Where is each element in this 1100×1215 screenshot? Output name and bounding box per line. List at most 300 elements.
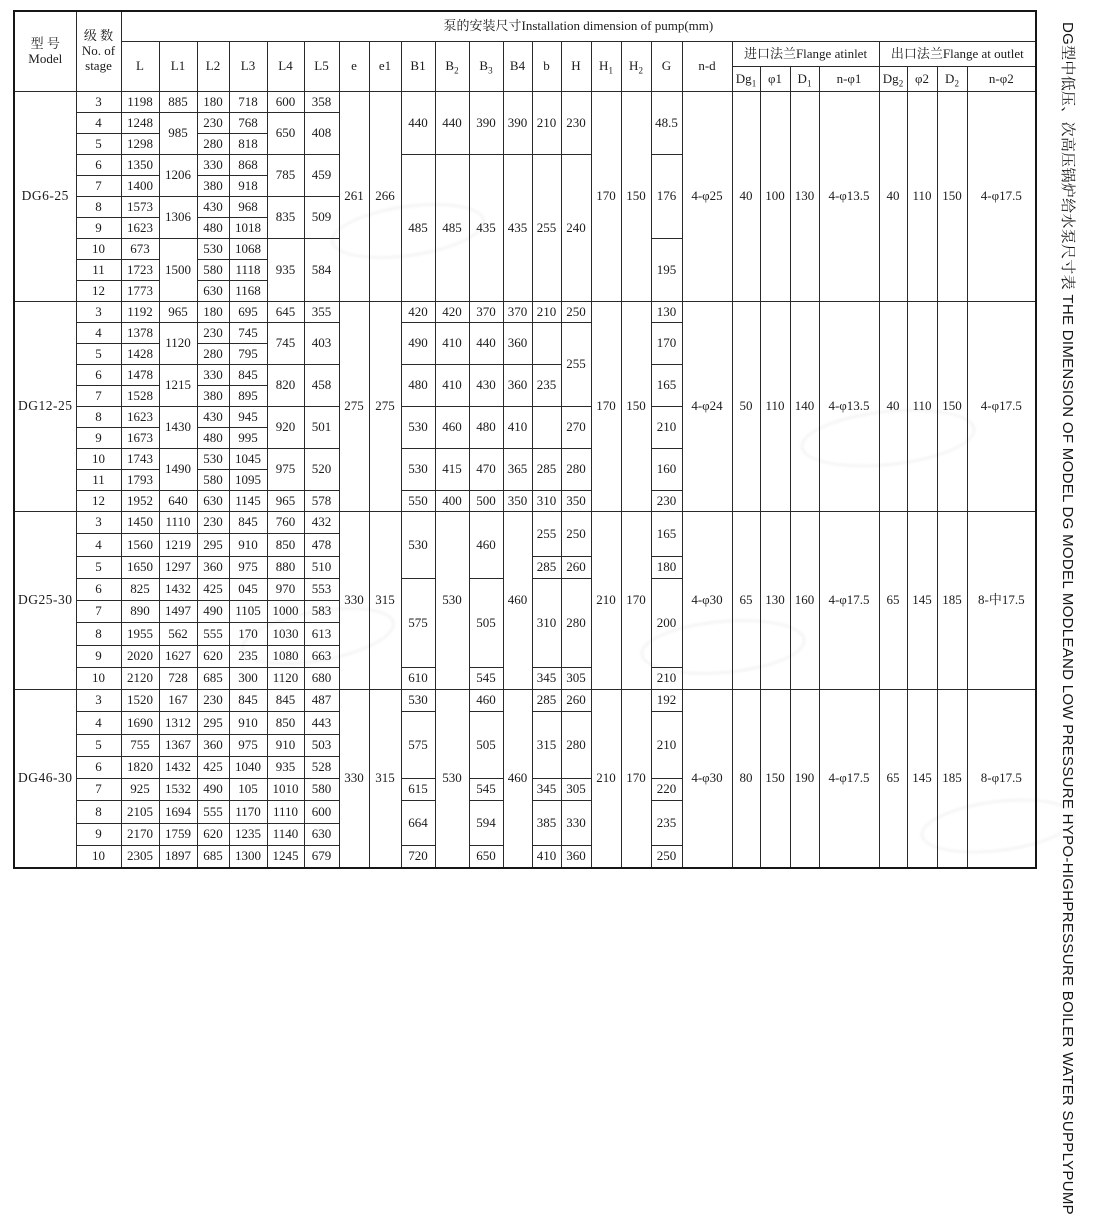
dim-cell-L3: 895 xyxy=(229,386,267,407)
dim-cell-L3: 945 xyxy=(229,407,267,428)
dim-cell-L5: 553 xyxy=(304,578,339,600)
dim-cell-L2: 555 xyxy=(197,623,229,645)
subcol-header-Dg1: $Dg_1$ xyxy=(732,67,760,92)
dim-cell-L1: 885 xyxy=(159,92,197,113)
dim-cell-L: 1428 xyxy=(121,344,159,365)
dim-cell-Dg1: 65 xyxy=(732,512,760,690)
dim-cell-L4: 880 xyxy=(267,556,304,578)
dim-cell-L4: 935 xyxy=(267,239,304,302)
dim-cell-b: 285 xyxy=(532,556,561,578)
dim-cell-B4: 360 xyxy=(503,323,532,365)
dim-cell-L2: 530 xyxy=(197,239,229,260)
dim-cell-B2: 485 xyxy=(435,155,469,302)
dim-cell-L2: 360 xyxy=(197,734,229,756)
dim-cell-B3: 390 xyxy=(469,92,503,155)
stage-cell: 6 xyxy=(76,155,121,176)
dim-cell-L: 1793 xyxy=(121,470,159,491)
dim-cell-L4: 970 xyxy=(267,578,304,600)
dim-cell-L3: 1145 xyxy=(229,491,267,512)
dim-cell-L1: 1120 xyxy=(159,323,197,365)
stage-header-en2: stage xyxy=(85,57,112,73)
col-header-e1: e1 xyxy=(369,42,401,92)
dim-cell-H: 360 xyxy=(561,845,591,867)
dim-cell-L1: 1367 xyxy=(159,734,197,756)
stage-cell: 5 xyxy=(76,134,121,155)
dim-cell-np1: 4-φ13.5 xyxy=(819,92,879,302)
dim-cell-B4: 360 xyxy=(503,365,532,407)
dim-cell-np2: 8-中17.5 xyxy=(967,512,1036,690)
dim-cell-L5: 613 xyxy=(304,623,339,645)
dim-cell-nd: 4-φ30 xyxy=(682,690,732,868)
dim-cell-H: 280 xyxy=(561,578,591,667)
dim-cell-L3: 845 xyxy=(229,365,267,386)
dim-cell-B4: 390 xyxy=(503,92,532,155)
dim-cell-L3: 1045 xyxy=(229,449,267,470)
dim-cell-B1: 420 xyxy=(401,302,435,323)
dim-cell-B2: 415 xyxy=(435,449,469,491)
dim-cell-H: 305 xyxy=(561,779,591,801)
dim-cell-np2: 4-φ17.5 xyxy=(967,92,1036,302)
dim-cell-B3: 500 xyxy=(469,491,503,512)
dim-cell-L5: 630 xyxy=(304,823,339,845)
dim-cell-L1: 1759 xyxy=(159,823,197,845)
dim-cell-L5: 358 xyxy=(304,92,339,113)
dim-cell-B2: 530 xyxy=(435,690,469,868)
dim-cell-H1: 170 xyxy=(591,302,621,512)
dim-cell-L2: 380 xyxy=(197,386,229,407)
dim-cell-L1: 1694 xyxy=(159,801,197,823)
dim-cell-p1: 110 xyxy=(760,302,790,512)
dim-cell-L3: 235 xyxy=(229,645,267,667)
dim-cell-L4: 1110 xyxy=(267,801,304,823)
dim-cell-G: 210 xyxy=(651,712,682,779)
col-header-B2: $B_2$ xyxy=(435,42,469,92)
dim-cell-H: 350 xyxy=(561,491,591,512)
dim-cell-nd: 4-φ24 xyxy=(682,302,732,512)
dim-cell-L: 1192 xyxy=(121,302,159,323)
dim-cell-B1: 480 xyxy=(401,365,435,407)
dim-cell-b: 410 xyxy=(532,845,561,867)
dim-cell-L5: 680 xyxy=(304,667,339,689)
dim-cell-B1: 530 xyxy=(401,449,435,491)
dim-cell-L2: 330 xyxy=(197,155,229,176)
subcol-header-x2: φ2 xyxy=(907,67,937,92)
dim-cell-L3: 975 xyxy=(229,556,267,578)
stage-cell: 12 xyxy=(76,491,121,512)
dim-cell-b: 285 xyxy=(532,690,561,712)
dim-cell-B1: 615 xyxy=(401,779,435,801)
dim-cell-B3: 505 xyxy=(469,578,503,667)
dim-cell-B3: 480 xyxy=(469,407,503,449)
dim-cell-L1: 640 xyxy=(159,491,197,512)
dim-cell-L: 1198 xyxy=(121,92,159,113)
dim-cell-p1: 150 xyxy=(760,690,790,868)
stage-cell: 9 xyxy=(76,428,121,449)
dim-cell-L5: 509 xyxy=(304,197,339,239)
dim-cell-L2: 480 xyxy=(197,428,229,449)
stage-cell: 4 xyxy=(76,534,121,556)
dim-cell-G: 165 xyxy=(651,512,682,557)
dim-cell-B4: 350 xyxy=(503,491,532,512)
dim-cell-G: 170 xyxy=(651,323,682,365)
dim-cell-L2: 180 xyxy=(197,302,229,323)
dim-cell-L5: 487 xyxy=(304,690,339,712)
dim-cell-L4: 975 xyxy=(267,449,304,491)
dim-cell-Dg2: 40 xyxy=(879,92,907,302)
dim-cell-np2: 4-φ17.5 xyxy=(967,302,1036,512)
dim-cell-L4: 965 xyxy=(267,491,304,512)
dim-cell-L1: 1430 xyxy=(159,407,197,449)
stage-cell: 10 xyxy=(76,667,121,689)
dim-cell-B3: 440 xyxy=(469,323,503,365)
stage-cell: 12 xyxy=(76,281,121,302)
dim-cell-L2: 685 xyxy=(197,845,229,867)
dim-cell-L3: 718 xyxy=(229,92,267,113)
dim-cell-L: 1520 xyxy=(121,690,159,712)
col-header-b: b xyxy=(532,42,561,92)
dim-cell-L3: 1300 xyxy=(229,845,267,867)
dim-cell-L2: 490 xyxy=(197,601,229,623)
dim-cell-G: 235 xyxy=(651,801,682,846)
dim-cell-L5: 459 xyxy=(304,155,339,197)
dim-cell-L2: 360 xyxy=(197,556,229,578)
stage-cell: 7 xyxy=(76,779,121,801)
stage-cell: 5 xyxy=(76,734,121,756)
dim-cell-B1: 664 xyxy=(401,801,435,846)
dim-cell-B3: 430 xyxy=(469,365,503,407)
dim-cell-L: 2305 xyxy=(121,845,159,867)
dim-cell-L1: 985 xyxy=(159,113,197,155)
dim-cell-b: 235 xyxy=(532,365,561,407)
dim-cell-np1: 4-φ13.5 xyxy=(819,302,879,512)
subcol-header-D2: $D_2$ xyxy=(937,67,967,92)
table-row xyxy=(14,512,1036,534)
col-header-B3: $B_3$ xyxy=(469,42,503,92)
dim-cell-L3: 845 xyxy=(229,512,267,534)
dim-cell-L3: 1068 xyxy=(229,239,267,260)
dim-cell-L4: 1010 xyxy=(267,779,304,801)
dim-cell-L4: 1030 xyxy=(267,623,304,645)
stage-cell: 11 xyxy=(76,470,121,491)
stage-header-en1: No. of xyxy=(81,43,116,59)
dim-cell-L5: 458 xyxy=(304,365,339,407)
col-header-L: L xyxy=(121,42,159,92)
pump-dimension-table xyxy=(13,10,1037,869)
dim-cell-B1: 530 xyxy=(401,512,435,579)
dim-cell-L: 673 xyxy=(121,239,159,260)
dim-cell-B1: 440 xyxy=(401,92,435,155)
stage-cell: 4 xyxy=(76,323,121,344)
dim-cell-L4: 920 xyxy=(267,407,304,449)
dim-cell-L3: 910 xyxy=(229,534,267,556)
stage-cell: 9 xyxy=(76,823,121,845)
dim-cell-L4: 850 xyxy=(267,712,304,734)
dim-cell-H: 260 xyxy=(561,690,591,712)
model-cell: DG46-30 xyxy=(14,690,76,868)
dim-cell-L: 1650 xyxy=(121,556,159,578)
dim-cell-L1: 1312 xyxy=(159,712,197,734)
dim-cell-b xyxy=(532,407,561,449)
col-header-L1: L1 xyxy=(159,42,197,92)
dim-cell-L2: 430 xyxy=(197,407,229,428)
dim-cell-Dg1: 50 xyxy=(732,302,760,512)
dim-cell-nd: 4-φ25 xyxy=(682,92,732,302)
dim-cell-b xyxy=(532,323,561,365)
dim-cell-L2: 620 xyxy=(197,823,229,845)
dim-cell-L1: 1206 xyxy=(159,155,197,197)
dim-cell-L2: 180 xyxy=(197,92,229,113)
dim-cell-L: 1955 xyxy=(121,623,159,645)
dim-cell-L: 925 xyxy=(121,779,159,801)
dim-cell-L3: 1040 xyxy=(229,756,267,778)
dim-cell-L: 2120 xyxy=(121,667,159,689)
dim-cell-B4: 410 xyxy=(503,407,532,449)
dim-cell-B1: 530 xyxy=(401,407,435,449)
section-DG6-25 xyxy=(14,92,1036,302)
dim-cell-p1: 100 xyxy=(760,92,790,302)
dim-cell-L3: 968 xyxy=(229,197,267,218)
dim-cell-L1: 562 xyxy=(159,623,197,645)
dim-cell-L: 1573 xyxy=(121,197,159,218)
stage-cell: 9 xyxy=(76,645,121,667)
dim-cell-L2: 580 xyxy=(197,260,229,281)
dim-cell-G: 210 xyxy=(651,667,682,689)
stage-cell: 3 xyxy=(76,690,121,712)
dim-cell-L3: 045 xyxy=(229,578,267,600)
dim-cell-L: 2020 xyxy=(121,645,159,667)
dim-cell-L5: 432 xyxy=(304,512,339,534)
model-column-header xyxy=(14,11,76,92)
stage-cell: 8 xyxy=(76,197,121,218)
stage-cell: 10 xyxy=(76,845,121,867)
dim-cell-L: 1248 xyxy=(121,113,159,134)
dim-cell-L: 1298 xyxy=(121,134,159,155)
dim-cell-L3: 170 xyxy=(229,623,267,645)
dim-cell-L1: 1306 xyxy=(159,197,197,239)
dim-cell-L1: 1215 xyxy=(159,365,197,407)
dim-cell-np2: 8-φ17.5 xyxy=(967,690,1036,868)
dim-cell-L4: 850 xyxy=(267,534,304,556)
dim-cell-B3: 545 xyxy=(469,779,503,801)
dim-cell-L4: 650 xyxy=(267,113,304,155)
dim-cell-L5: 663 xyxy=(304,645,339,667)
dim-cell-L3: 1095 xyxy=(229,470,267,491)
dim-cell-L3: 995 xyxy=(229,428,267,449)
dim-cell-L: 1623 xyxy=(121,407,159,428)
dim-cell-L4: 845 xyxy=(267,690,304,712)
dim-cell-B1: 485 xyxy=(401,155,435,302)
dim-cell-B4: 365 xyxy=(503,449,532,491)
stage-cell: 5 xyxy=(76,344,121,365)
dim-cell-L: 1673 xyxy=(121,428,159,449)
col-header-H2: $H_2$ xyxy=(621,42,651,92)
dim-cell-D1: 190 xyxy=(790,690,819,868)
dim-cell-L5: 501 xyxy=(304,407,339,449)
dim-cell-L4: 785 xyxy=(267,155,304,197)
dim-cell-L: 1773 xyxy=(121,281,159,302)
dim-cell-G: 176 xyxy=(651,155,682,239)
dim-cell-H: 280 xyxy=(561,449,591,491)
dim-cell-H2: 170 xyxy=(621,690,651,868)
dim-cell-B3: 435 xyxy=(469,155,503,302)
dim-cell-e1: 315 xyxy=(369,690,401,868)
dim-cell-L2: 280 xyxy=(197,134,229,155)
dim-cell-L4: 935 xyxy=(267,756,304,778)
dim-cell-G: 160 xyxy=(651,449,682,491)
dim-cell-H2: 150 xyxy=(621,92,651,302)
dim-cell-L: 1450 xyxy=(121,512,159,534)
dim-cell-G: 210 xyxy=(651,407,682,449)
dim-cell-B1: 575 xyxy=(401,712,435,779)
stage-cell: 8 xyxy=(76,407,121,428)
dim-cell-B1: 550 xyxy=(401,491,435,512)
vertical-table-title: DG型中低压、次高压锅炉给水泵尺寸表 THE DIMENSION OF MODEL DG MODEL MODLEAND LOW PRESSURE HYPO-HIGHPRESSURE BOILER WATER SUPPLYPUMP xyxy=(1059,22,1076,1215)
dim-cell-G: 130 xyxy=(651,302,682,323)
section-DG46-30 xyxy=(14,690,1036,868)
dim-cell-L3: 910 xyxy=(229,712,267,734)
dim-cell-H1: 170 xyxy=(591,92,621,302)
dim-cell-B2: 410 xyxy=(435,365,469,407)
col-header-L5: L5 xyxy=(304,42,339,92)
dim-cell-L: 1743 xyxy=(121,449,159,470)
dim-cell-L: 1560 xyxy=(121,534,159,556)
table-row xyxy=(14,690,1036,712)
dim-cell-G: 180 xyxy=(651,556,682,578)
dim-cell-e: 275 xyxy=(339,302,369,512)
dim-cell-p2: 145 xyxy=(907,512,937,690)
dim-cell-e: 261 xyxy=(339,92,369,302)
dim-cell-L: 1623 xyxy=(121,218,159,239)
dim-cell-L5: 443 xyxy=(304,712,339,734)
dim-cell-B1: 575 xyxy=(401,578,435,667)
dim-cell-L1: 167 xyxy=(159,690,197,712)
stage-cell: 8 xyxy=(76,801,121,823)
subcol-header-n-x2: n-φ2 xyxy=(967,67,1036,92)
stage-cell: 6 xyxy=(76,756,121,778)
dim-cell-L: 1478 xyxy=(121,365,159,386)
stage-cell: 10 xyxy=(76,449,121,470)
dim-cell-L: 2105 xyxy=(121,801,159,823)
dim-cell-G: 200 xyxy=(651,578,682,667)
dim-cell-b: 385 xyxy=(532,801,561,846)
dim-cell-L5: 478 xyxy=(304,534,339,556)
col-header-L2: L2 xyxy=(197,42,229,92)
dim-cell-L1: 1110 xyxy=(159,512,197,534)
dim-cell-L: 1820 xyxy=(121,756,159,778)
stage-cell: 6 xyxy=(76,365,121,386)
col-header-G: G xyxy=(651,42,682,92)
model-cell: DG6-25 xyxy=(14,92,76,302)
dim-cell-B4: 370 xyxy=(503,302,532,323)
dim-cell-G: 220 xyxy=(651,779,682,801)
dim-cell-L2: 230 xyxy=(197,512,229,534)
dim-cell-L4: 745 xyxy=(267,323,304,365)
dim-cell-L4: 835 xyxy=(267,197,304,239)
dim-cell-L5: 503 xyxy=(304,734,339,756)
dim-cell-B4: 460 xyxy=(503,690,532,868)
dim-cell-L1: 965 xyxy=(159,302,197,323)
subcol-header-n-x1: n-φ1 xyxy=(819,67,879,92)
dim-cell-b: 310 xyxy=(532,491,561,512)
dim-cell-p1: 130 xyxy=(760,512,790,690)
dim-cell-H: 330 xyxy=(561,801,591,846)
stage-column-header xyxy=(76,11,121,92)
dim-cell-b: 345 xyxy=(532,779,561,801)
dim-cell-L3: 868 xyxy=(229,155,267,176)
dim-cell-H: 280 xyxy=(561,712,591,779)
subcol-header-D1: $D_1$ xyxy=(790,67,819,92)
dim-cell-L2: 580 xyxy=(197,470,229,491)
col-header-H: H xyxy=(561,42,591,92)
dim-cell-L3: 768 xyxy=(229,113,267,134)
dim-cell-H: 250 xyxy=(561,302,591,323)
dim-cell-G: 250 xyxy=(651,845,682,867)
dim-cell-L3: 1170 xyxy=(229,801,267,823)
dim-cell-np1: 4-φ17.5 xyxy=(819,690,879,868)
dim-cell-D2: 185 xyxy=(937,512,967,690)
dim-cell-H: 250 xyxy=(561,512,591,557)
dim-cell-L5: 408 xyxy=(304,113,339,155)
dim-cell-D2: 185 xyxy=(937,690,967,868)
dim-cell-L3: 745 xyxy=(229,323,267,344)
dim-cell-b: 255 xyxy=(532,155,561,302)
dim-cell-L2: 555 xyxy=(197,801,229,823)
dim-cell-b: 345 xyxy=(532,667,561,689)
dim-cell-G: 192 xyxy=(651,690,682,712)
col-header-n-d: n-d xyxy=(682,42,732,92)
dim-cell-L1: 1500 xyxy=(159,239,197,302)
dim-cell-L3: 795 xyxy=(229,344,267,365)
dim-cell-Dg1: 40 xyxy=(732,92,760,302)
stage-cell: 8 xyxy=(76,623,121,645)
dim-cell-H: 230 xyxy=(561,92,591,155)
dim-cell-L2: 295 xyxy=(197,534,229,556)
dim-cell-B1: 610 xyxy=(401,667,435,689)
dim-cell-L3: 818 xyxy=(229,134,267,155)
dim-cell-L1: 1490 xyxy=(159,449,197,491)
dim-cell-L5: 355 xyxy=(304,302,339,323)
dim-cell-L4: 1245 xyxy=(267,845,304,867)
stage-cell: 3 xyxy=(76,92,121,113)
dim-cell-L2: 530 xyxy=(197,449,229,470)
col-header-e: e xyxy=(339,42,369,92)
dim-cell-L5: 583 xyxy=(304,601,339,623)
inlet-flange-header: 进口法兰Flange atinlet xyxy=(732,42,879,67)
dim-cell-L: 1690 xyxy=(121,712,159,734)
dim-cell-B3: 505 xyxy=(469,712,503,779)
stage-cell: 7 xyxy=(76,386,121,407)
dim-cell-D1: 130 xyxy=(790,92,819,302)
dim-cell-B3: 470 xyxy=(469,449,503,491)
dim-cell-L2: 295 xyxy=(197,712,229,734)
dim-cell-b: 210 xyxy=(532,302,561,323)
dim-cell-H1: 210 xyxy=(591,690,621,868)
dim-cell-L5: 679 xyxy=(304,845,339,867)
dim-cell-L1: 1219 xyxy=(159,534,197,556)
dim-cell-L4: 820 xyxy=(267,365,304,407)
stage-cell: 11 xyxy=(76,260,121,281)
dim-cell-L1: 1432 xyxy=(159,578,197,600)
dim-cell-L2: 280 xyxy=(197,344,229,365)
dim-cell-L1: 1627 xyxy=(159,645,197,667)
dim-cell-D1: 160 xyxy=(790,512,819,690)
dim-cell-B2: 440 xyxy=(435,92,469,155)
dim-cell-L5: 403 xyxy=(304,323,339,365)
dim-cell-L3: 1235 xyxy=(229,823,267,845)
dim-cell-H: 305 xyxy=(561,667,591,689)
dim-cell-e: 330 xyxy=(339,512,369,690)
dim-cell-G: 48.5 xyxy=(651,92,682,155)
